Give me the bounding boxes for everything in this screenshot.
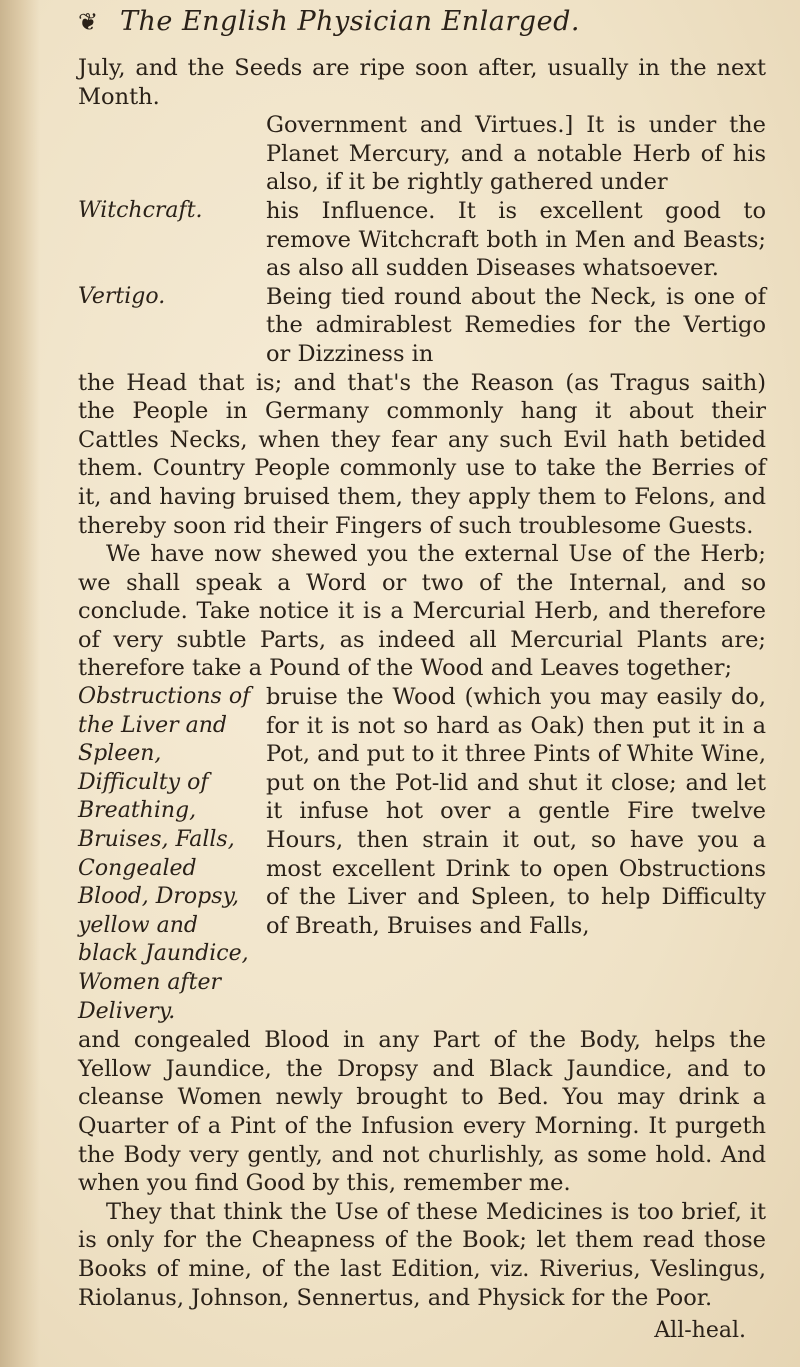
running-header [78, 6, 766, 54]
vertigo-text: Being tied round about the Neck, is one of the admirablest Remedies for the Vertigo or Dizziness in [266, 283, 766, 367]
intro-paragraph: July, and the Seeds are ripe soon after, usually in the next Month. [78, 55, 766, 110]
section-text [266, 197, 766, 283]
fleuron-icon: ❦ [78, 8, 99, 36]
government-text: Government and Virtues.] It is under the Planet Mercury, and a notable Herb of his also, if it be rightly gathered under [266, 112, 766, 196]
paragraph-congealed-blood: and congealed Blood in any Part of the Body, helps the Yellow Jaundice, the Dropsy and Black Jaundice, and to cleanse Women newly brought to Bed. You may drink a Quarter of a Pint of the Infusion every Morning. It purgeth the Body very gently, and not churlishly, as some hold. And when you find Good by this, remember me. [78, 1027, 766, 1197]
margin-note-obstructions: Obstructions of the Liver and Spleen, Difficulty of Breathing, Bruises, Falls, Congealed Blood, Dropsy, yellow and black Jaundice, Women after Delivery. [78, 684, 251, 1024]
margin-note-witchcraft: Witchcraft. [78, 197, 203, 223]
catchword: All-heal. [654, 1318, 746, 1344]
paragraph-head: the Head that is; and that's the Reason (as Tragus saith) the People in Germany commonly hang it about their Cattles Necks, when they fear any such Evil hath betided them. Country People commonly use to take the Berries of it, and having bruised them, they apply them to Felons, and thereby soon rid their Fingers of such troublesome Guests. [78, 369, 766, 539]
margin-note [78, 111, 256, 197]
section-text [266, 283, 766, 369]
obstructions-text: bruise the Wood (which you may easily do, for it is not so hard as Oak) then put it in a Pot, and put to it three Pints of White Wine, put on the Pot-lid and shut it close; and let it infuse hot over a gentle Fire twelve Hours, then strain it out, so have you a most excellent Drink to open Obstructions of the Liver and Spleen, to help Difficulty of Breath, Bruises and Falls, [266, 684, 766, 939]
paragraph-books: They that think the Use of these Medicines is too brief, it is only for the Cheapness of the Book; let them read those Books of mine, of the last Edition, viz. Riverius, Veslingus, Riolanus, Johnson, Sennertus, and Physick for the Poor. [78, 1198, 766, 1311]
paragraph-internal-use: We have now shewed you the external Use of the Herb; we shall speak a Word or two of the Internal, and so conclude. Take notice it is a Mercurial Herb, and therefore of very subtle Parts, as indeed all Mercurial Plants are; therefore take a Pound of the Wood and Leaves together; [78, 541, 766, 682]
section-obstructions [78, 683, 766, 1026]
section-text [266, 683, 766, 1026]
section-text [266, 111, 766, 197]
section-vertigo [78, 283, 766, 369]
running-title: The English Physician Enlarged. [120, 6, 580, 37]
section-government [78, 111, 766, 197]
witchcraft-text: his Influence. It is excellent good to remove Witchcraft both in Men and Beasts; as also all sudden Diseases whatsoever. [266, 197, 766, 282]
section-witchcraft [78, 197, 766, 283]
margin-note-vertigo: Vertigo. [78, 283, 166, 309]
